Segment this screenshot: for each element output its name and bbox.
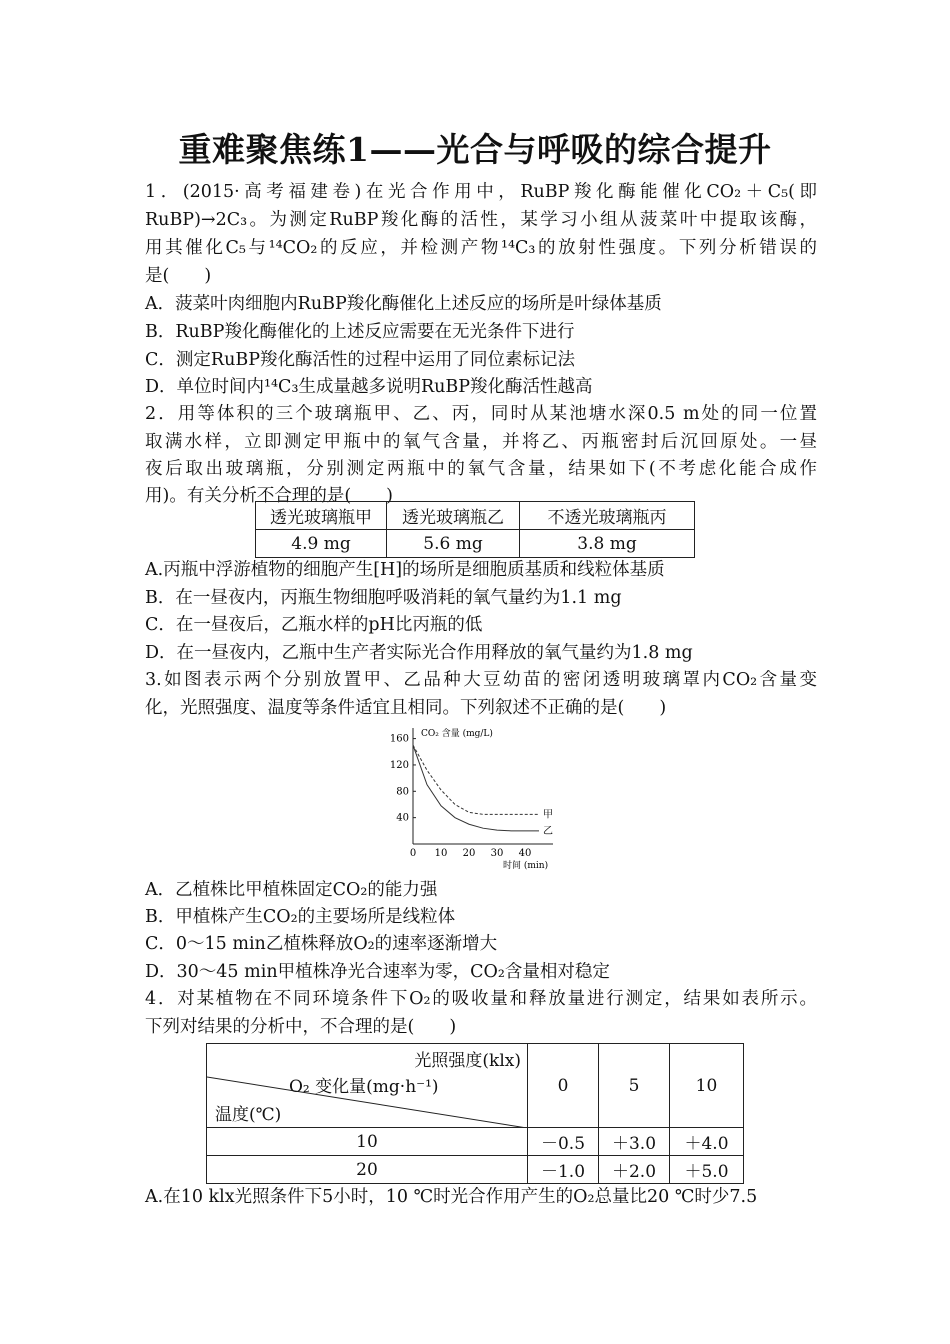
q2-option-b: B．在一昼夜内，丙瓶生物细胞呼吸消耗的氧气量约为1.1 mg <box>145 588 622 608</box>
q4-row-10-temp: 10 <box>207 1128 528 1156</box>
q4-stem-line-1: 4．对某植物在不同环境条件下O₂的吸收量和释放量进行测定，结果如表所示。 <box>145 989 817 1009</box>
q2-table-header-3: 不透光玻璃瓶丙 <box>520 502 695 530</box>
q1-stem-line-4: 是( ) <box>145 266 212 286</box>
q3-option-b: B．甲植株产生CO₂的主要场所是线粒体 <box>145 907 456 927</box>
x-axis-label: 时间 (min) <box>503 861 549 871</box>
x-tick-label: 40 <box>518 848 532 859</box>
q1-stem-line-1: 1．(2015·高考福建卷)在光合作用中，RuBP羧化酶能催化CO₂＋C₅(即 <box>145 182 817 202</box>
q2-stem-line-3: 夜后取出玻璃瓶，分别测定两瓶中的氧气含量，结果如下(不考虑化能合成作 <box>145 459 817 479</box>
y-axis-label: CO₂ 含量 (mg/L) <box>421 729 493 739</box>
q4-header-o2: O₂ 变化量(mg·h⁻¹) <box>289 1077 439 1097</box>
q4-light-5: 5 <box>599 1044 670 1128</box>
y-tick-label: 80 <box>396 786 409 798</box>
q2-option-c: C．在一昼夜后，乙瓶水样的pH比丙瓶的低 <box>145 615 483 635</box>
q4-header-temp: 温度(℃) <box>215 1105 282 1125</box>
q1-option-b: B．RuBP羧化酶催化的上述反应需要在无光条件下进行 <box>145 322 575 342</box>
q1-stem-line-2: RuBP)→2C₃。为测定RuBP羧化酶的活性，某学习小组从菠菜叶中提取该酶， <box>145 210 817 230</box>
q1-option-a: A．菠菜叶肉细胞内RuBP羧化酶催化上述反应的场所是叶绿体基质 <box>145 294 662 314</box>
page-title: 重难聚焦练1——光合与呼吸的综合提升 <box>178 130 772 169</box>
q4-row-20-temp: 20 <box>207 1156 528 1184</box>
x-tick-label: 0 <box>409 848 417 859</box>
series-line-乙 <box>413 745 539 831</box>
q4-row-10-v0: －0.5 <box>528 1128 599 1156</box>
q2-stem-line-1: 2．用等体积的三个玻璃瓶甲、乙、丙，同时从某池塘水深0.5 m处的同一位置 <box>145 404 817 424</box>
q4-light-10: 10 <box>670 1044 744 1128</box>
q4-option-a: A.在10 klx光照条件下5小时，10 ℃时光合作用产生的O₂总量比20 ℃时少7.5 <box>145 1187 758 1207</box>
q2-table-header-2: 透光玻璃瓶乙 <box>387 502 520 530</box>
q1-option-c: C．测定RuBP羧化酶活性的过程中运用了同位素标记法 <box>145 350 575 370</box>
series-line-甲 <box>413 745 539 814</box>
q3-stem-line-1: 3.如图表示两个分别放置甲、乙品种大豆幼苗的密闭透明玻璃罩内CO₂含量变 <box>145 670 817 690</box>
q4-row-20-v0: －1.0 <box>528 1156 599 1184</box>
q3-stem-line-2: 化，光照强度、温度等条件适宜且相同。下列叙述不正确的是( ) <box>145 698 667 718</box>
q2-table-value-2: 5.6 mg <box>387 530 520 558</box>
y-tick-label: 40 <box>396 812 409 824</box>
q2-table-value-1: 4.9 mg <box>256 530 387 558</box>
y-tick-label: 120 <box>389 759 409 771</box>
q4-row-20-v5: ＋2.0 <box>599 1156 670 1184</box>
q2-option-d: D．在一昼夜内，乙瓶中生产者实际光合作用释放的氧气量约为1.8 mg <box>145 643 693 663</box>
q4-table <box>206 1043 744 1184</box>
q3-option-a: A．乙植株比甲植株固定CO₂的能力强 <box>145 880 438 900</box>
x-tick-label: 20 <box>462 848 476 859</box>
q4-row-20-v10: ＋5.0 <box>670 1156 744 1184</box>
q4-stem-line-2: 下列对结果的分析中，不合理的是( ) <box>145 1017 457 1037</box>
co2-chart <box>380 722 570 872</box>
q2-stem-line-2: 取满水样，立即测定甲瓶中的氧气含量，并将乙、丙瓶密封后沉回原处。一昼 <box>145 432 817 452</box>
q3-option-d: D．30～45 min甲植株净光合速率为零，CO₂含量相对稳定 <box>145 962 610 982</box>
q1-stem-line-3: 用其催化C₅与¹⁴CO₂的反应，并检测产物¹⁴C₃的放射性强度。下列分析错误的 <box>145 238 817 258</box>
x-tick-label: 10 <box>434 848 448 859</box>
q4-row-10-v10: ＋4.0 <box>670 1128 744 1156</box>
x-tick-label: 30 <box>490 848 504 859</box>
series-label-甲: 甲 <box>543 809 553 821</box>
q2-option-a: A.丙瓶中浮游植物的细胞产生[H]的场所是细胞质基质和线粒体基质 <box>145 560 665 580</box>
q1-option-d: D．单位时间内¹⁴C₃生成量越多说明RuBP羧化酶活性越高 <box>145 377 593 397</box>
q2-stem-line-4: 用)。有关分析不合理的是( ) <box>145 486 393 506</box>
q4-header-light: 光照强度(klx) <box>414 1051 521 1071</box>
series-label-乙: 乙 <box>543 825 553 837</box>
y-tick-label: 160 <box>389 733 409 745</box>
q4-row-10-v5: ＋3.0 <box>599 1128 670 1156</box>
q2-table <box>255 501 695 558</box>
q4-table-diagonal-header <box>207 1044 528 1128</box>
q3-option-c: C．0～15 min乙植株释放O₂的速率逐渐增大 <box>145 934 498 954</box>
q4-light-0: 0 <box>528 1044 599 1128</box>
q2-table-header-1: 透光玻璃瓶甲 <box>256 502 387 530</box>
q2-table-value-3: 3.8 mg <box>520 530 695 558</box>
